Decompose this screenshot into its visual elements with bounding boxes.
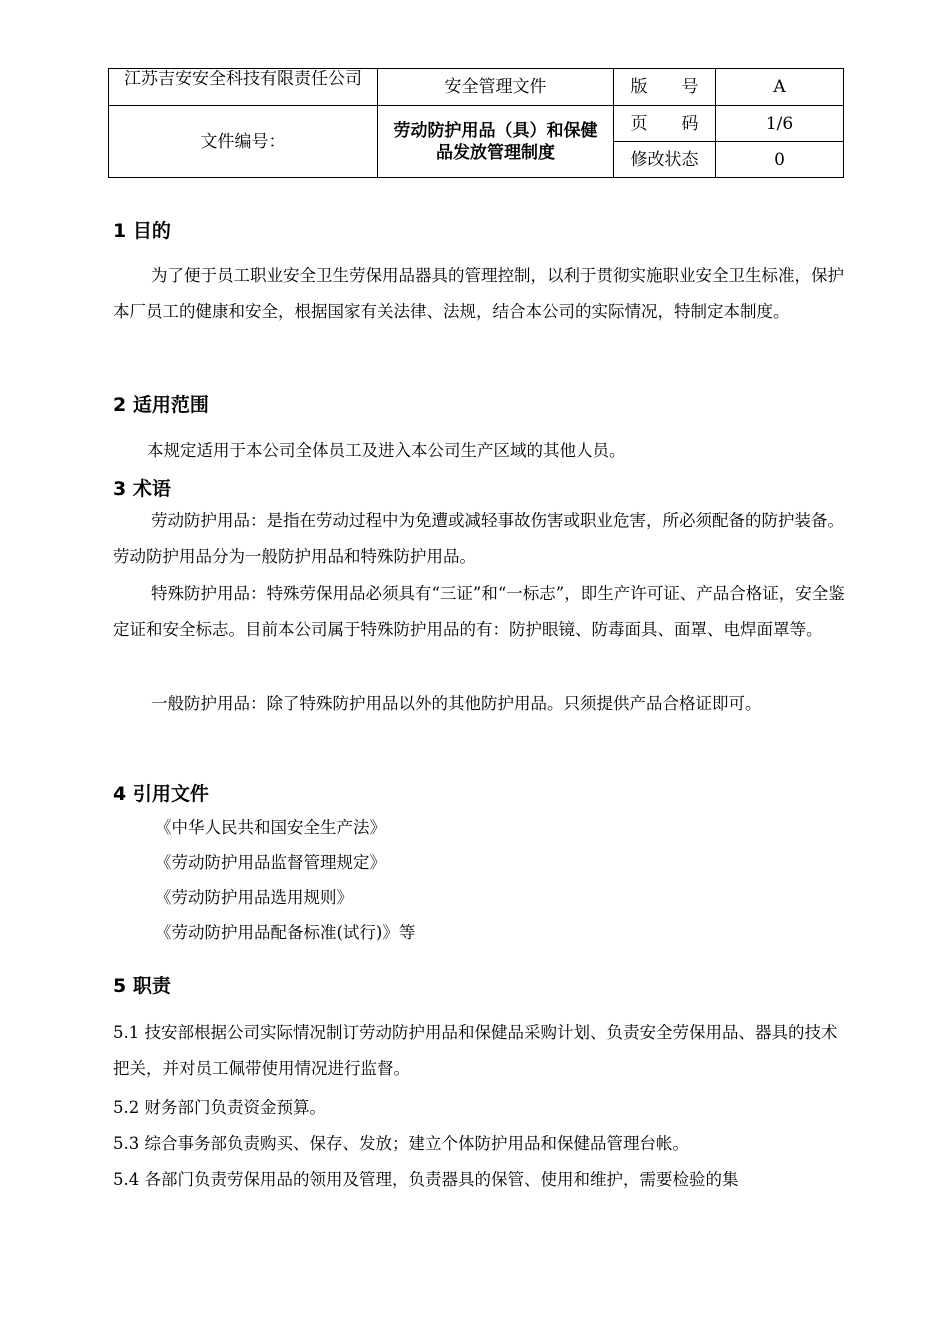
- revision-value: 0: [716, 142, 844, 178]
- document-header-table: [108, 68, 844, 178]
- doc-type-cell: 安全管理文件: [378, 69, 614, 106]
- file-number-label: 文件编号：: [109, 106, 378, 178]
- scope-paragraph: 本规定适用于本公司全体员工及进入本公司生产区域的其他人员。: [147, 441, 626, 460]
- terms-paragraph-3: 一般防护用品：除了特殊防护用品以外的其他防护用品。只须提供产品合格证即可。: [151, 694, 762, 713]
- company-name: 江苏吉安安全科技有限责任公司: [124, 69, 362, 89]
- section-heading-terms: 3 术语: [113, 478, 171, 500]
- company-name-cell: [109, 69, 378, 106]
- responsibility-item: 5.3 综合事务部负责购买、保存、发放；建立个体防护用品和保健品管理台帐。: [113, 1134, 689, 1153]
- page-label: 页 码: [614, 106, 716, 142]
- section-heading-purpose: 1 目的: [113, 220, 171, 242]
- reference-item: 《劳动防护用品选用规则》: [155, 888, 353, 907]
- reference-item: 《劳动防护用品监督管理规定》: [155, 853, 386, 872]
- terms-paragraph-1: 劳动防护用品：是指在劳动过程中为免遭或减轻事故伤害或职业危害，所必须配备的防护装备。劳动防护用品分为一般防护用品和特殊防护用品。: [113, 511, 844, 566]
- responsibility-item: 5.1 技安部根据公司实际情况制订劳动防护用品和保健品采购计划、负责安全劳保用品、器具的技术把关，并对员工佩带使用情况进行监督。: [113, 1023, 838, 1078]
- section-heading-scope: 2 适用范围: [113, 394, 209, 416]
- responsibility-item: 5.4 各部门负责劳保用品的领用及管理，负责器具的保管、使用和维护，需要检验的集: [113, 1170, 739, 1189]
- section-heading-references: 4 引用文件: [113, 783, 209, 805]
- reference-item: 《中华人民共和国安全生产法》: [155, 818, 386, 837]
- revision-label: 修改状态: [614, 142, 716, 178]
- page-value: 1/6: [716, 106, 844, 142]
- responsibility-item: 5.2 财务部门负责资金预算。: [113, 1098, 326, 1117]
- terms-paragraph-2: 特殊防护用品：特殊劳保用品必须具有“三证”和“一标志”，即生产许可证、产品合格证，安全鉴定证和安全标志。目前本公司属于特殊防护用品的有：防护眼镜、防毒面具、面罩、电焊面罩等。: [113, 584, 845, 639]
- version-value: A: [716, 69, 844, 106]
- document-title: 劳动防护用品（具）和保健品发放管理制度: [378, 106, 614, 178]
- version-label: 版 号: [614, 69, 716, 106]
- reference-item: 《劳动防护用品配备标准(试行)》等: [155, 923, 416, 942]
- section-heading-responsibilities: 5 职责: [113, 975, 171, 997]
- purpose-paragraph: 为了便于员工职业安全卫生劳保用品器具的管理控制，以利于贯彻实施职业安全卫生标准，保护本厂员工的健康和安全，根据国家有关法律、法规，结合本公司的实际情况，特制定本制度。: [113, 266, 844, 321]
